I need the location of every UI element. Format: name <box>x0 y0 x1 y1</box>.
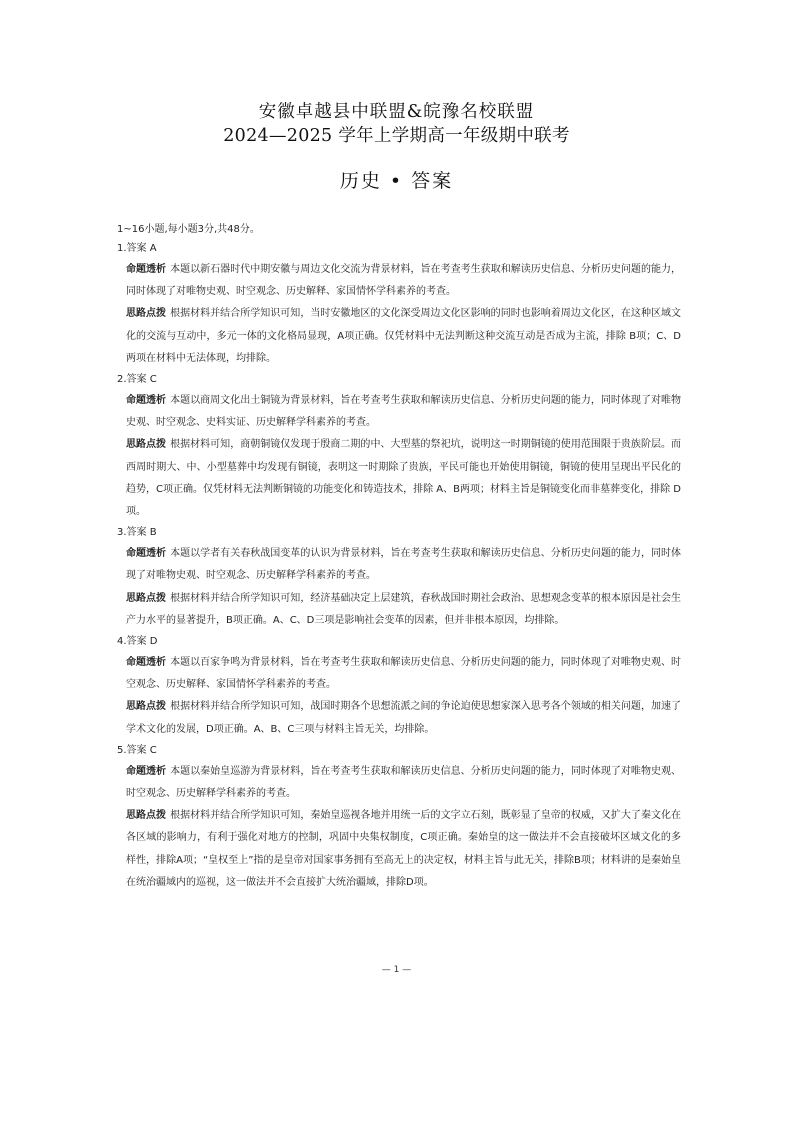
analysis-label: 思路点拨 <box>126 701 167 713</box>
document-title-line2: 2024—2025 学年上学期高一年级期中联考 <box>223 126 570 146</box>
analysis-text: 根据材料可知，商朝铜镜仅发现于殷商二期的中、大型墓的祭祀坑，说明这一时期铜镜的使用范围限于贵族阶层。而西周时期大、中、小型墓葬中均发现有铜镜，表明这一时期除了贵族，平民可能也开始使用铜镜，铜镜的使用呈现出平民化的趋势，C项正确。仅凭材料无法判断铜镜的功能变化和铸造技术，排除 A、B两项；材料主旨是铜镜变化而非墓葬变化，排除 D项。 <box>126 439 682 518</box>
intent-text: 本题以学者有关春秋战国变革的认识为背景材料，旨在考查考生获取和解读历史信息、分析历史问题的能力，同时体现了对唯物史观、时空观念、历史解释学科素养的考查。 <box>126 548 682 582</box>
intent-text: 本题以新石器时代中期安徽与周边文化交流为背景材料，旨在考查考生获取和解读历史信息、分析历史问题的能力，同时体现了对唯物史观、时空观念、历史解释、家国情怀学科素养的考查。 <box>126 264 682 298</box>
analysis-text: 根据材料并结合所学知识可知，当时安徽地区的文化深受周边文化区影响的同时也影响着周边文化区，在这种区域文化的交流与互动中，多元一体的文化格局显现，A项正确。仅凭材料中无法判断这种交流互动是否成为主流，排除 B项；C、D两项在材料中无法体现，均排除。 <box>126 308 682 364</box>
question-4-answer: 4.答案 D <box>117 636 158 648</box>
scoring-intro: 1~16小题,每小题3分,共48分。 <box>117 224 260 235</box>
question-3-answer: 3.答案 B <box>117 527 157 539</box>
intent-label: 命题透析 <box>126 395 167 407</box>
question-3-analysis <box>126 588 681 632</box>
intent-label: 命题透析 <box>126 657 167 669</box>
page-number: — 1 — <box>381 965 412 975</box>
question-3-intent <box>126 543 681 587</box>
question-2-analysis <box>126 434 681 523</box>
question-5-intent <box>126 761 681 805</box>
analysis-text: 根据材料并结合所学知识可知，经济基础决定上层建筑，春秋战国时期社会政治、思想观念变革的根本原因是社会生产力水平的显著提升，B项正确。A、C、D三项是影响社会变革的因素，但并非根本原因，均排除。 <box>126 592 682 626</box>
question-1-intent <box>126 259 681 303</box>
analysis-label: 思路点拨 <box>126 308 167 320</box>
analysis-label: 思路点拨 <box>126 592 167 604</box>
intent-text: 本题以商周文化出土铜镜为背景材料，旨在考查考生获取和解读历史信息、分析历史问题的能力，同时体现了对唯物史观、时空观念、史料实证、历史解释学科素养的考查。 <box>126 395 682 429</box>
question-2-intent <box>126 390 681 434</box>
analysis-text: 根据材料并结合所学知识可知，秦始皇巡视各地并用统一后的文字立石刻，既彰显了皇帝的权威，又扩大了秦文化在各区域的影响力，有利于强化对地方的控制，巩固中央集权制度，C项正确。秦始皇的这一做法并不会直接破坏区域文化的多样性，排除A项；“皇权至上”指的是皇帝对国家事务拥有至高无上的决定权，材料主旨与此无关，排除B项；材料讲的是秦始皇在统治疆域内的巡视，这一做法并不会直接扩大统治疆域，排除D项。 <box>126 810 682 888</box>
intent-text: 本题以秦始皇巡游为背景材料，旨在考查考生获取和解读历史信息、分析历史问题的能力，同时体现了对唯物史观、时空观念、历史解释学科素养的考查。 <box>126 765 682 800</box>
answer-body <box>113 220 681 894</box>
intent-text: 本题以百家争鸣为背景材料，旨在考查考生获取和解读历史信息、分析历史问题的能力，同时体现了对唯物史观、时空观念、历史解释、家国情怀学科素养的考查。 <box>126 657 682 691</box>
question-4-analysis <box>126 696 681 740</box>
subject-title: 历史 • 答案 <box>339 170 454 192</box>
analysis-text: 根据材料并结合所学知识可知，战国时期各个思想流派之间的争论迫使思想家深入思考各个领域的相关问题，加速了学术文化的发展，D项正确。A、B、C三项与材料主旨无关，均排除。 <box>126 701 682 735</box>
question-5-answer: 5.答案 C <box>117 744 157 756</box>
question-2-answer: 2.答案 C <box>117 374 157 386</box>
intent-label: 命题透析 <box>126 765 167 777</box>
analysis-label: 思路点拨 <box>126 439 167 451</box>
document-title-line1: 安徽卓越县中联盟&皖豫名校联盟 <box>258 102 535 122</box>
question-1-answer: 1.答案 A <box>117 243 157 254</box>
question-5-analysis <box>126 805 681 894</box>
intent-label: 命题透析 <box>126 264 167 275</box>
analysis-label: 思路点拨 <box>126 810 167 822</box>
question-4-intent <box>126 652 681 696</box>
question-1-analysis <box>126 303 681 370</box>
intent-label: 命题透析 <box>126 548 167 560</box>
